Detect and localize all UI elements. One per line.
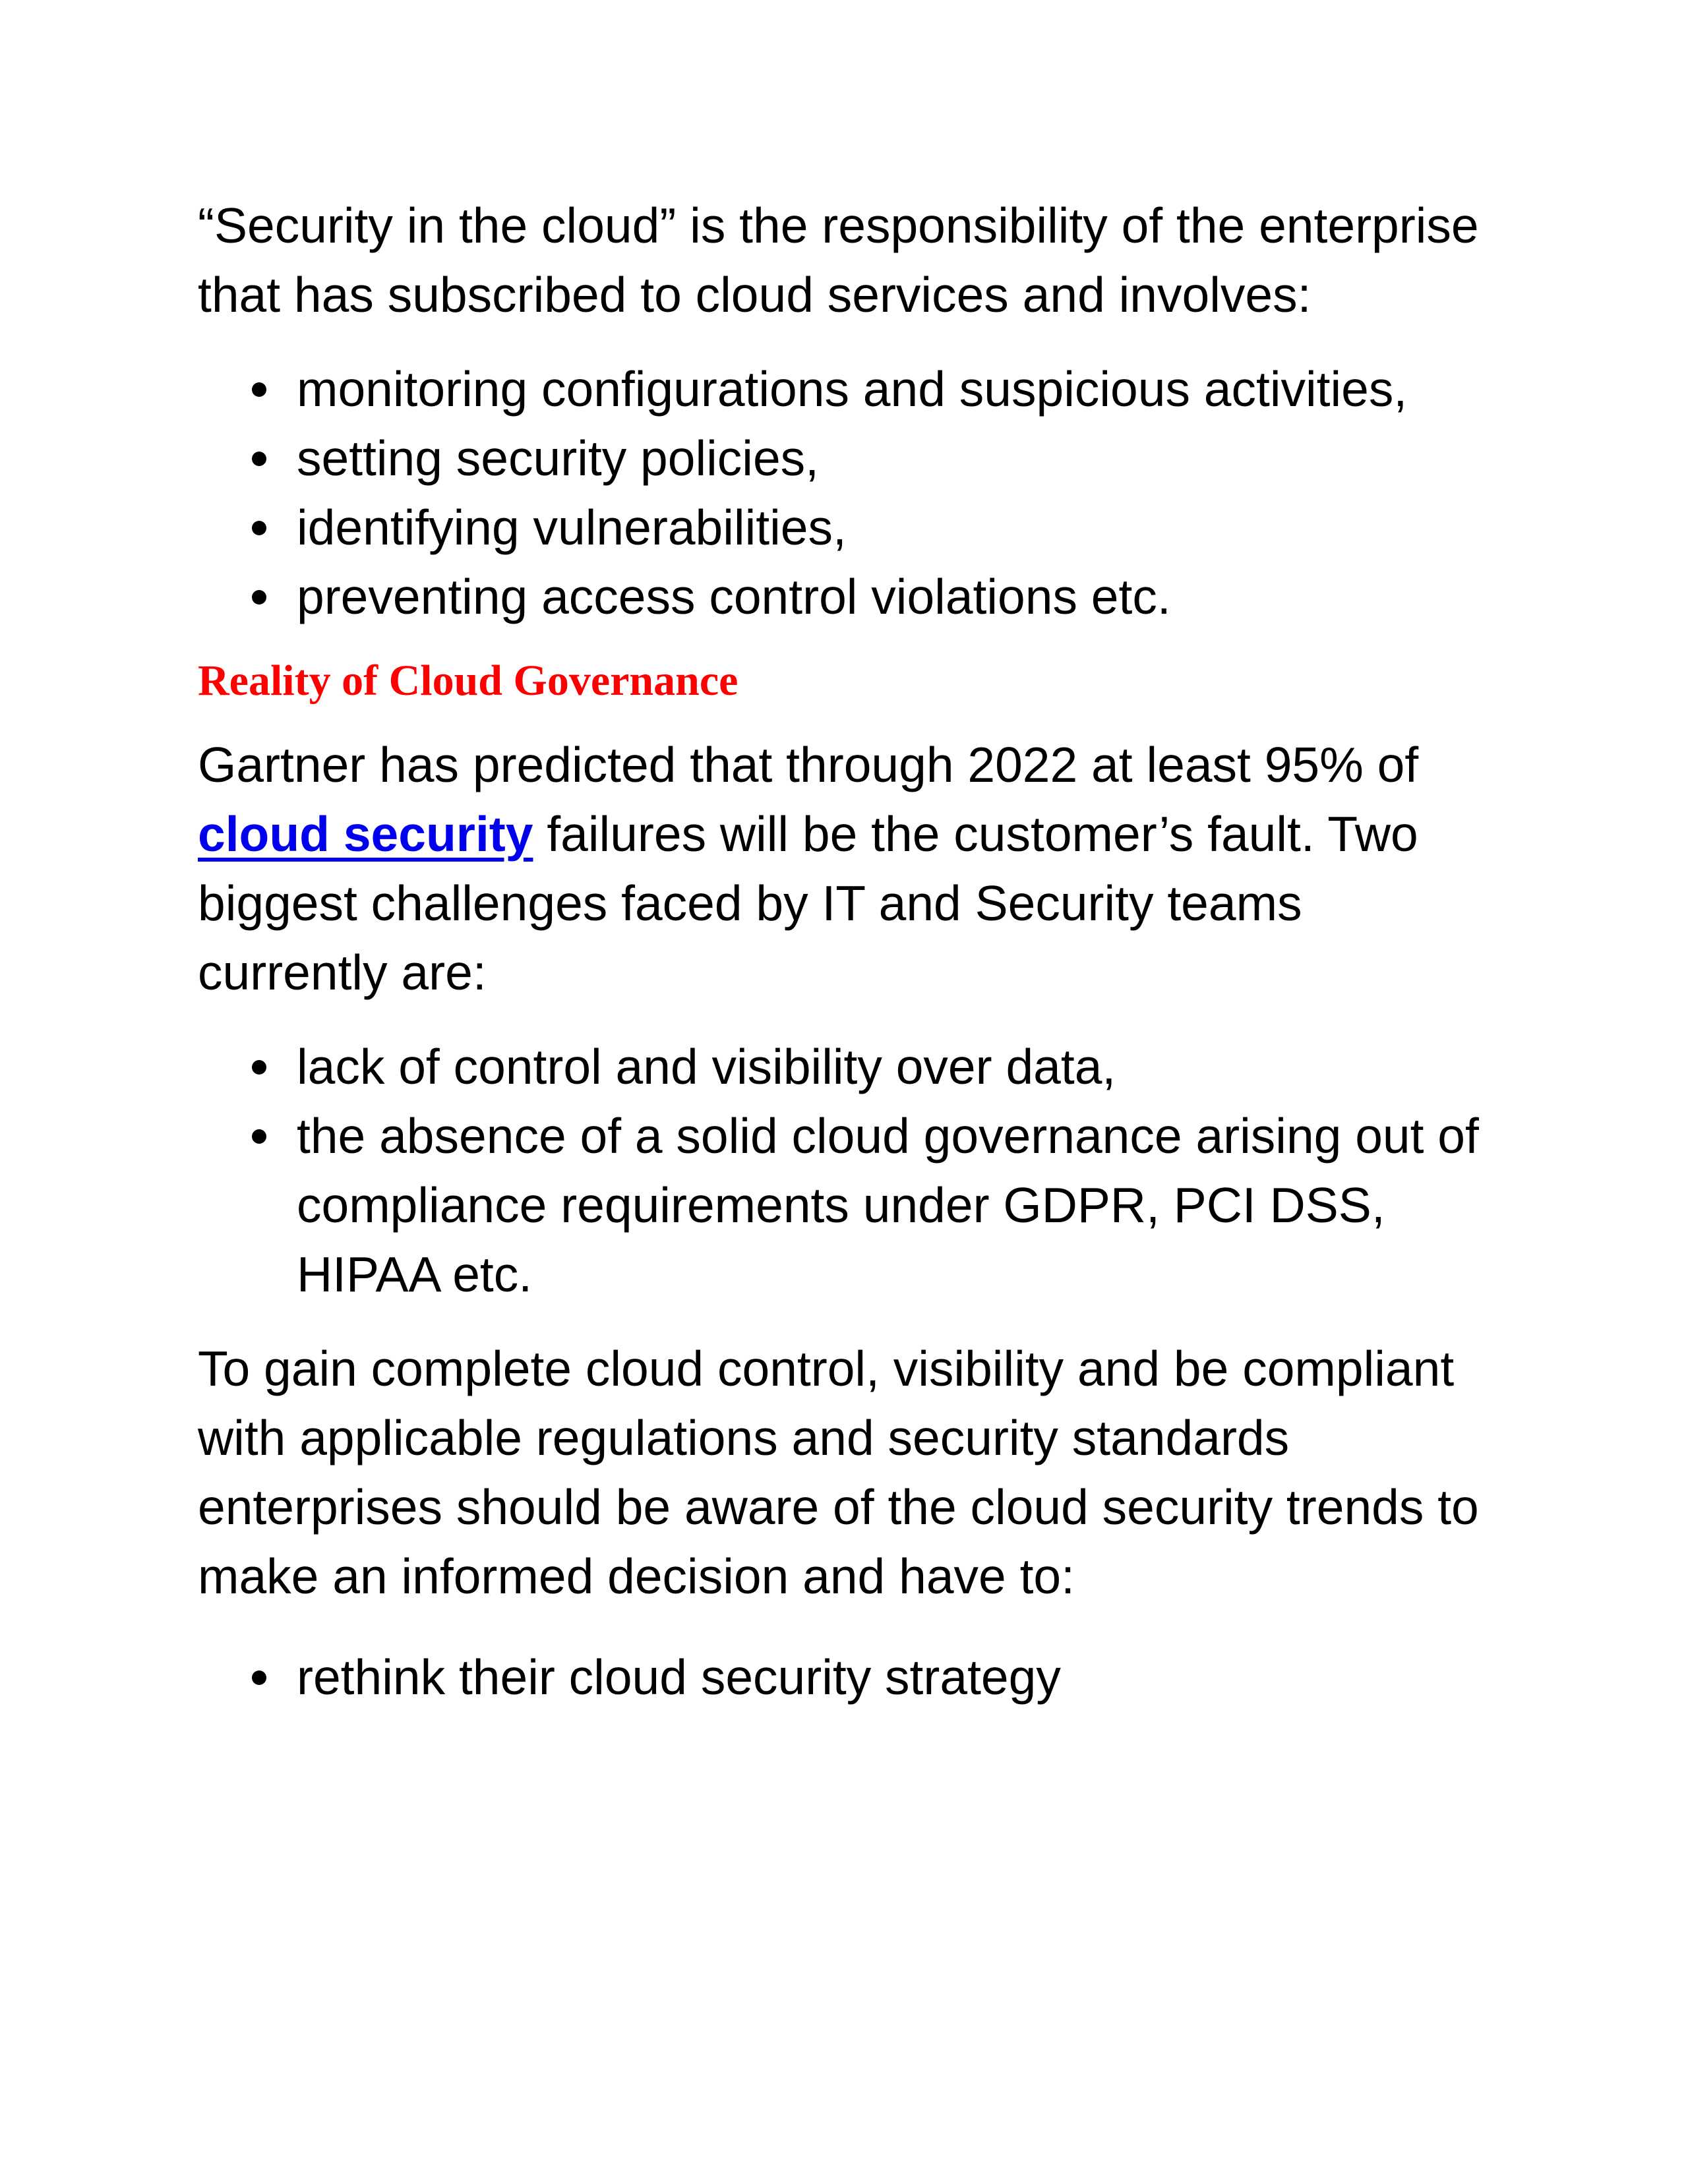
bullet-icon xyxy=(252,1060,266,1075)
list-item-text: lack of control and visibility over data, xyxy=(297,1039,1116,1094)
paragraph-text-before-link: Gartner has predicted that through 2022 at least 95% of xyxy=(198,737,1419,792)
list-item-text: preventing access control violations etc. xyxy=(297,569,1171,624)
list-item xyxy=(198,562,1503,632)
list-item-text: the absence of a solid cloud governance arising out of compliance requirements under GDPR, PCI DSS, HIPAA etc. xyxy=(297,1108,1479,1302)
bullet-icon xyxy=(252,590,266,605)
bullet-icon xyxy=(252,452,266,466)
document-body xyxy=(198,191,1503,1712)
challenges-list xyxy=(198,1032,1503,1309)
bullet-icon xyxy=(252,1670,266,1685)
list-item-text: identifying vulnerabilities, xyxy=(297,500,847,555)
intro-paragraph: “Security in the cloud” is the responsibility of the enterprise that has subscribed to cloud services and involves: xyxy=(198,198,1479,322)
list-item xyxy=(198,493,1503,562)
gartner-paragraph xyxy=(198,730,1503,1007)
bullet-icon xyxy=(252,382,266,397)
list-item xyxy=(198,1643,1503,1712)
responsibility-list xyxy=(198,355,1503,632)
paragraph-text-after-link: failures will be the customer’s fault. Two biggest challenges faced by IT and Security teams currently are: xyxy=(198,806,1418,1000)
strategy-list xyxy=(198,1643,1503,1712)
list-item-text: rethink their cloud security strategy xyxy=(297,1649,1061,1705)
cloud-security-link[interactable]: cloud security xyxy=(198,806,533,862)
bullet-icon xyxy=(252,521,266,535)
list-item-text: monitoring configurations and suspicious activities, xyxy=(297,361,1408,417)
list-item xyxy=(198,424,1503,493)
list-item-text: setting security policies, xyxy=(297,430,820,486)
list-item xyxy=(198,1102,1503,1309)
list-item xyxy=(198,1032,1503,1102)
list-item xyxy=(198,355,1503,424)
section-heading: Reality of Cloud Governance xyxy=(198,657,738,705)
bullet-icon xyxy=(252,1129,266,1144)
closing-paragraph: To gain complete cloud control, visibility and be compliant with applicable regulations and security standards enterprises should be aware of the cloud security trends to make an informed decision and have to: xyxy=(198,1341,1479,1604)
